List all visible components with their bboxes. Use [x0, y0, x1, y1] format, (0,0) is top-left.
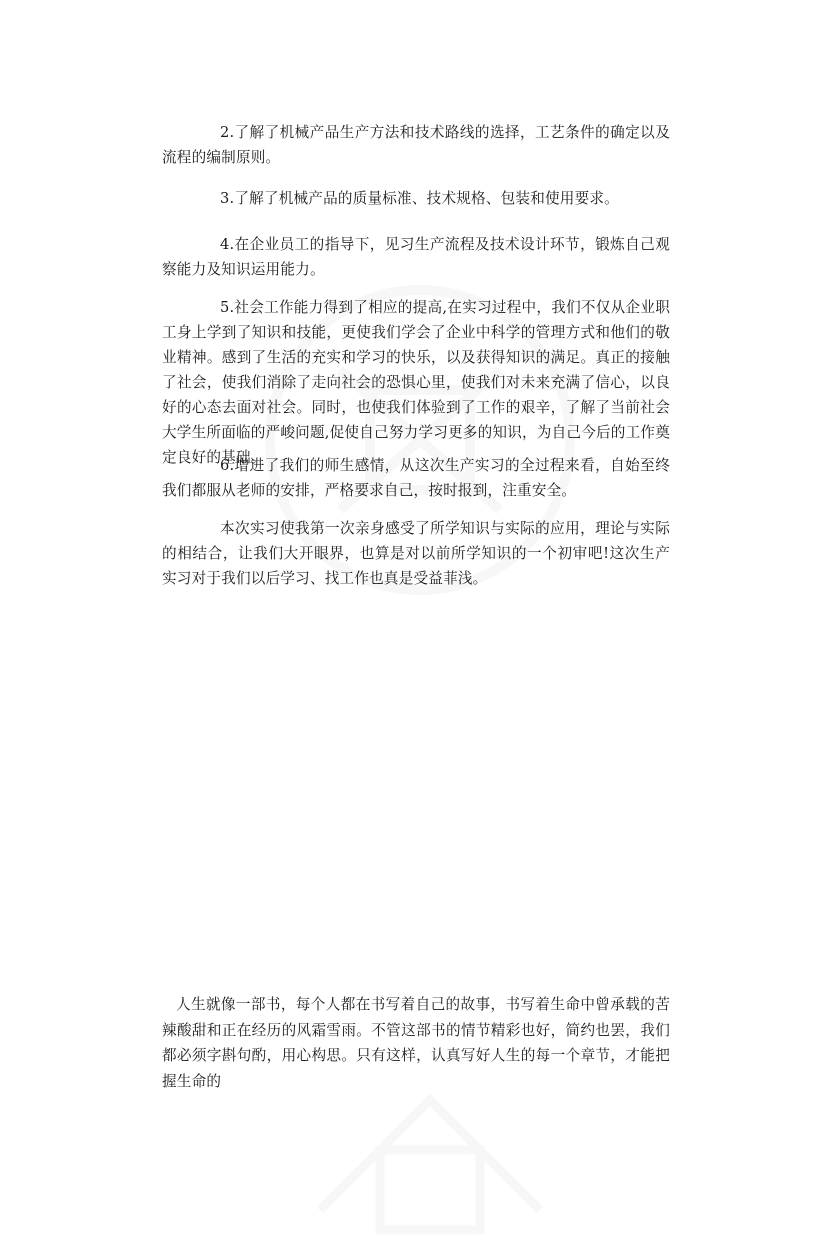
paragraph-conclusion — [162, 516, 670, 591]
paragraph-4 — [162, 232, 670, 282]
paragraph-text: 5.社会工作能力得到了相应的提高,在实习过程中，我们不仅从企业职工身上学到了知识和技能，更使我们学会了企业中科学的管理方式和他们的敬业精神。感到了生活的充实和学习的快乐，以及获得知识的满足。真正的接触了社会，使我们消除了走向社会的恐惧心里，使我们对未来充满了信心，以良好的心态去面对社会。同时，也使我们体验到了工作的艰辛，了解了当前社会大学生所面临的严峻问题,促使自己努力学习更多的知识，为自己今后的工作奠定良好的基础。 — [162, 299, 670, 466]
paragraph-text: 人生就像一部书，每个人都在书写着自己的故事，书写着生命中曾承载的苦辣酸甜和正在经历的风霜雪雨。不管这部书的情节精彩也好，简约也罢，我们都必须字斟句酌，用心构思。只有这样，认真写好人生的每一个章节，才能把握生命的 — [162, 996, 670, 1090]
paragraph-text: 4.在企业员工的指导下，见习生产流程及技术设计环节，锻炼自己观察能力及知识运用能力。 — [162, 236, 670, 278]
paragraph-text: 本次实习使我第一次亲身感受了所学知识与实际的应用，理论与实际的相结合，让我们大开眼界，也算是对以前所学知识的一个初审吧!这次生产实习对于我们以后学习、找工作也真是受益菲浅。 — [162, 520, 670, 587]
paragraph-2 — [162, 120, 670, 170]
paragraph-text: 6.增进了我们的师生感情，从这次生产实习的全过程来看，自始至终我们都服从老师的安排，严格要求自己，按时报到，注重安全。 — [162, 457, 670, 499]
paragraph-text: 2.了解了机械产品生产方法和技术路线的选择，工艺条件的确定以及流程的编制原则。 — [162, 124, 670, 166]
paragraph-3 — [162, 186, 670, 211]
paragraph-5 — [162, 295, 670, 470]
paragraph-text: 3.了解了机械产品的质量标准、技术规格、包装和使用要求。 — [220, 190, 619, 207]
paragraph-6 — [162, 453, 670, 503]
bottom-paragraph — [162, 992, 670, 1094]
